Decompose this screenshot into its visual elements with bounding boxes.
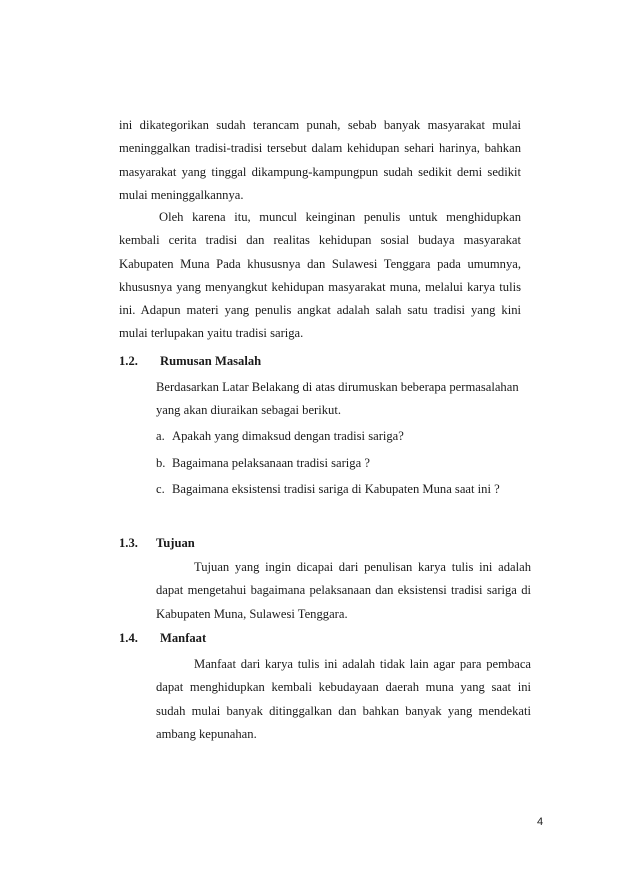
section-title: Manfaat <box>160 631 207 645</box>
manfaat-body: Manfaat dari karya tulis ini adalah tidak lain agar para pembaca dapat menghidupkan kembali kebudayaan daerah muna yang saat ini sudah mulai banyak ditinggalkan dan bahkan banyak yang mendekati ambang kepunahan. <box>156 657 531 741</box>
list-marker: c. <box>156 482 165 496</box>
list-item <box>156 453 531 473</box>
tujuan-body: Tujuan yang ingin dicapai dari penulisan karya tulis ini adalah dapat mengetahui bagaimana pelaksanaan dan eksistensi tradisi sariga di Kabupaten Muna, Sulawesi Tenggara. <box>156 560 531 621</box>
section-number: 1.2. <box>119 354 138 368</box>
list-item <box>156 479 531 499</box>
section-title: Rumusan Masalah <box>160 354 262 368</box>
list-item-text: Bagaimana pelaksanaan tradisi sariga ? <box>172 456 370 470</box>
page-number: 4 <box>537 816 544 828</box>
section-number: 1.3. <box>119 536 138 550</box>
list-marker: b. <box>156 456 166 470</box>
paragraph-motivation: Oleh karena itu, muncul keinginan penulis untuk menghidupkan kembali cerita tradisi dan realitas kehidupan sosial budaya masyarakat Kabupaten Muna Pada khususnya dan Sulawesi Tenggara pada umumnya, khususnya yang menyangkut kehidupan masyarakat muna, melalui karya tulis ini. Adapun materi yang penulis angkat adalah salah satu tradisi yang kini mulai terlupakan yaitu tradisi sariga. <box>119 210 521 341</box>
rumusan-intro: Berdasarkan Latar Belakang di atas dirumuskan beberapa permasalahan yang akan diuraikan sebagai berikut. <box>156 380 519 418</box>
list-item-text: Bagaimana eksistensi tradisi sariga di Kabupaten Muna saat ini ? <box>172 482 500 496</box>
list-item-text: Apakah yang dimaksud dengan tradisi sariga? <box>172 429 404 443</box>
section-title: Tujuan <box>156 536 195 550</box>
paragraph-continuation: ini dikategorikan sudah terancam punah, sebab banyak masyarakat mulai meninggalkan tradisi-tradisi tersebut dalam kehidupan sehari harinya, bahkan masyarakat yang tinggal dikampung-kampungpun sudah sedikit demi sedikit mulai meninggalkannya. <box>119 118 521 202</box>
list-item <box>156 426 531 446</box>
section-number: 1.4. <box>119 631 138 645</box>
list-marker: a. <box>156 429 165 443</box>
